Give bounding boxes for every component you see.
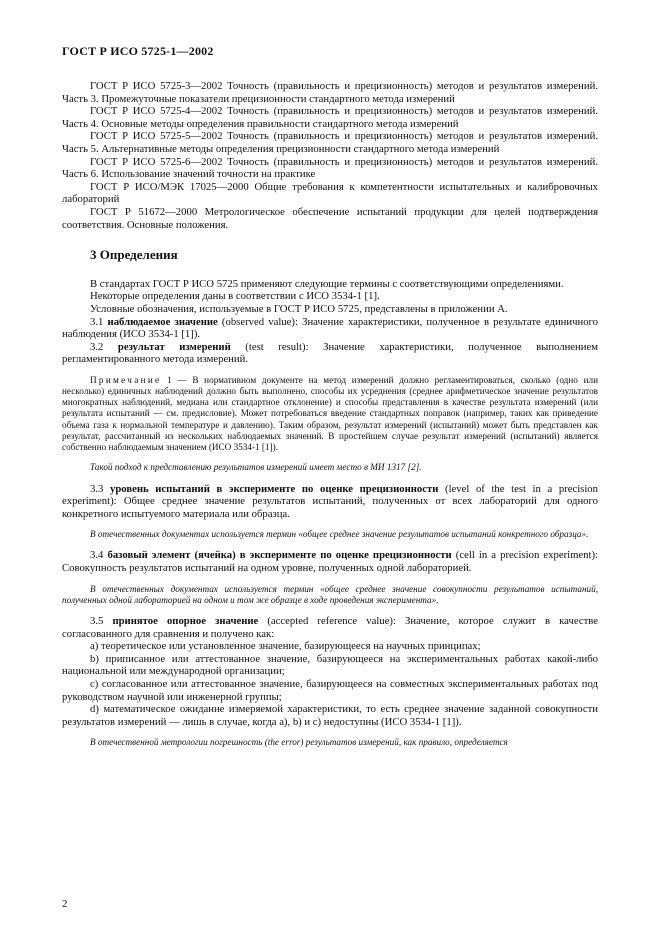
definition-term: базовый элемент (ячейка) в эксперименте по оценке прецизионности (107, 549, 452, 562)
definition-number: 3.3 (90, 482, 104, 495)
list-item: c) согласованное или аттестованное значение, базирующееся на совместных экспериментальных работах под руководством научной или инженерной группы; (62, 678, 598, 703)
definition-term: принятое опорное значение (112, 615, 259, 628)
national-note: Такой подход к представлению результатов измерений имеет место в МИ 1317 [2]. (90, 462, 422, 473)
paragraph: Условные обозначения, используемые в ГОСТ Р ИСО 5725, представлены в приложении А. (90, 302, 508, 315)
reference-item: ГОСТ Р ИСО/МЭК 17025—2000 Общие требования к компетентности испытательных и калибровочных лабораторий (62, 180, 598, 206)
list-item: b) приписанное или аттестованное значение, базирующееся на экспериментальных работах какой-либо национальной или международной организации; (62, 652, 598, 678)
definition-text: (accepted reference value): Значение, которое служит в качестве согласованного для сравнения и получено как: (62, 615, 598, 640)
list-item: d) математическое ожидание измеряемой характеристики, то есть среднее значение заданной совокупности результатов измерений — лишь в случае, когда a), b) и c) недоступны (ИСО 3534-1 [1]). (62, 703, 598, 728)
reference-item: ГОСТ Р 51672—2000 Метрологическое обеспечение испытаний продукции для целей подтверждения соответствия. Основные положения. (62, 205, 598, 231)
national-note: В отечественной метрологии погрешность (the error) результатов измерений, как правило, определяется (90, 737, 508, 748)
definition-3-3 (62, 483, 598, 521)
definition-term: уровень испытаний в эксперименте по оценке прецизионности (109, 482, 439, 495)
definition-3-2 (62, 341, 598, 366)
definition-text: (observed value): Значение характеристики, полученное в результате единичного наблюдения (ИСО 3534-1 [1]). (62, 315, 598, 341)
national-note: В отечественных документах используется термин «общее среднее значение совокупности результатов испытаний, полученных одной лабораторией на одном и том же образце в ходе проведения эксперимента». (62, 583, 598, 605)
definition-text: (test result): Значение характеристики, полученное выполнением регламентированного метода измерений. (62, 340, 598, 366)
paragraph: Некоторые определения даны в соответствии с ИСО 3534-1 [1]. (90, 290, 380, 303)
reference-item: ГОСТ Р ИСО 5725-3—2002 Точность (правильность и прецизионность) методов и результатов измерений. Часть 3. Промежуточные показатели прецизионности стандартного метода измерений (62, 80, 598, 105)
definition-text: (level of the test in a precision experiment): Общее среднее значение результатов испытаний, полученных от всех лабораторий для одного конкретного испытуемого материала или образца. (62, 482, 598, 520)
definition-number: 3.4 (90, 549, 104, 562)
definition-text: (cell in a precision experiment): Совокупность результатов испытаний на одном уровне, полученных одной лабораторией. (62, 549, 599, 575)
definition-number: 3.2 (90, 340, 104, 353)
document-header: ГОСТ Р ИСО 5725-1—2002 (62, 44, 214, 58)
reference-item: ГОСТ Р ИСО 5725-5—2002 Точность (правильность и прецизионность) методов и результатов измерений. Часть 5. Альтернативные методы определения прецизионности стандартного метода измерений (62, 130, 598, 155)
definition-number: 3.1 (90, 315, 104, 328)
document-body (62, 80, 598, 749)
list-item: a) теоретическое или установленное значение, базирующееся на научных принципах; (90, 640, 481, 653)
definition-3-1 (62, 316, 598, 341)
note-text: 1 — В нормативном документе на метод измерений должно регламентироваться, сколько (одно или несколько) единичных наблюдений должно быть выполнено, способы их усреднения (среднее арифметическое значение результатов многократных наблюдений, медиана или стандартное отклонение) и способы представления в качестве результата измерений (или результата испытаний — см. предисловие). Может потребоваться введение стандартных поправок (например, таких как приведение объема газа к нормальной температуре и давлению). Таким образом, результат измерений (испытаний) может быть представлен как результат, рассчитанный из нескольких наблюдаемых значений. В простейшем случае результат измерений (испытаний) является собственно наблюдаемым значением (ИСО 3534-1 [1]). (62, 374, 598, 453)
note-1 (62, 375, 598, 453)
definition-3-5 (62, 615, 598, 640)
note-label: Примечание (90, 374, 162, 385)
definition-term: результат измерений (117, 340, 231, 353)
reference-item: ГОСТ Р ИСО 5725-6—2002 Точность (правильность и прецизионность) методов и результатов измерений. Часть 6. Использование значений точности на практике (62, 155, 598, 181)
paragraph: В стандартах ГОСТ Р ИСО 5725 применяют следующие термины с соответствующими определениями. (90, 277, 564, 290)
definition-number: 3.5 (90, 615, 104, 628)
definition-term: наблюдаемое значение (107, 315, 218, 328)
section-title: 3 Определения (90, 247, 178, 263)
page-number: 2 (62, 898, 68, 910)
national-note: В отечественных документах используется термин «общее среднее значение результатов испытаний конкретного образца». (90, 529, 589, 540)
definition-3-4 (62, 549, 598, 574)
reference-item: ГОСТ Р ИСО 5725-4—2002 Точность (правильность и прецизионность) методов и результатов измерений. Часть 4. Основные методы определения правильности стандартного метода измерений (62, 105, 598, 130)
